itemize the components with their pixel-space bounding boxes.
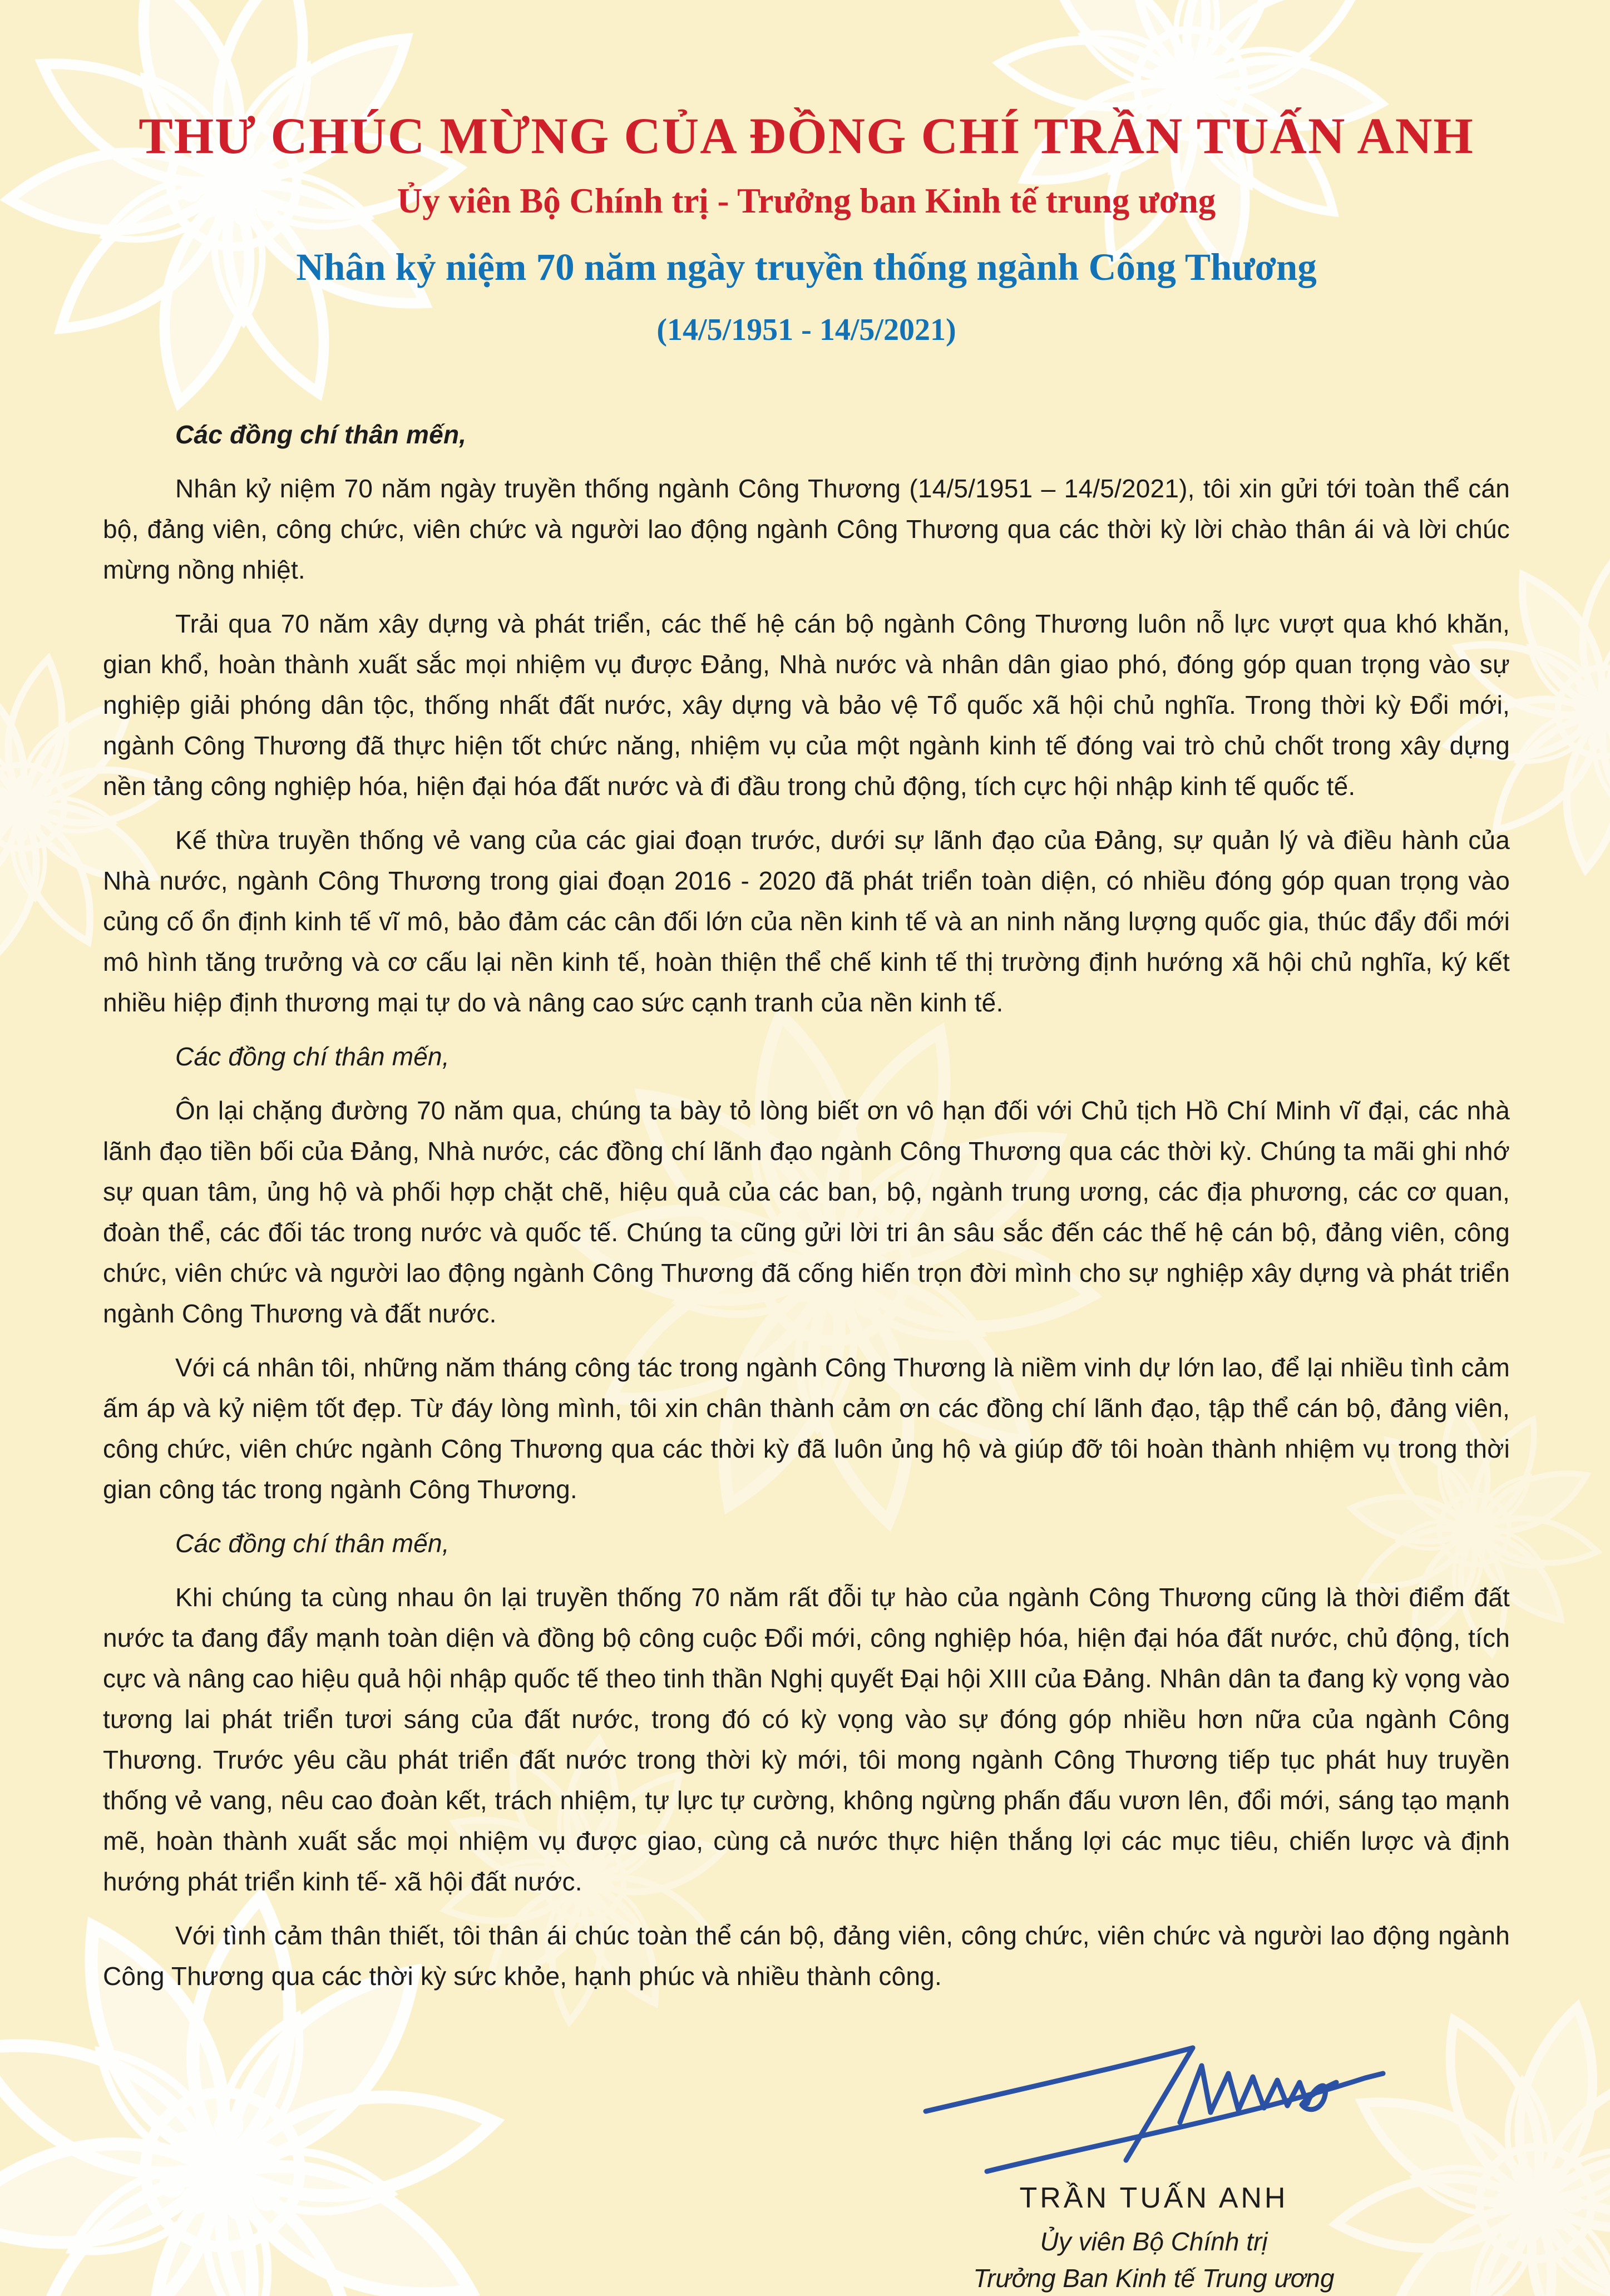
signer-role-1: Ủy viên Bộ Chính trị [1040,2227,1268,2257]
anniversary-date-range: (14/5/1951 - 14/5/2021) [656,313,956,348]
signer-name: TRẦN TUẤN ANH [1019,2182,1288,2215]
letter-paragraph: Nhân kỷ niệm 70 năm ngày truyền thống ngành Công Thương (14/5/1951 – 14/5/2021), tôi xin gửi tới toàn thể cán bộ, đảng viên, công chức, viên chức và người lao động ngành Công Thương qua các thời kỳ lời chào thân ái và lời chúc mừng nồng nhiệt. [103,474,1510,585]
letter-body [103,414,1510,1997]
salutation: Các đồng chí thân mến, [175,1529,450,1558]
letter-paragraph: Kế thừa truyền thống vẻ vang của các giai đoạn trước, dưới sự lãnh đạo của Đảng, sự quản lý và điều hành của Nhà nước, ngành Công Thương trong giai đoạn 2016 - 2020 đã phát triển toàn diện, có nhiều đóng góp quan trọng vào củng cố ổn định kinh tế vĩ mô, bảo đảm các cân đối lớn của nền kinh tế và an ninh năng lượng quốc gia, thúc đẩy đổi mới mô hình tăng trưởng và cơ cấu lại nền kinh tế, hoàn thiện thể chế kinh tế thị trường định hướng xã hội chủ nghĩa, ký kết nhiều hiệp định thương mại tự do và nâng cao sức cạnh tranh của nền kinh tế. [103,826,1510,1018]
signature-scribble-icon [903,2011,1404,2178]
letter-paragraph: Ôn lại chặng đường 70 năm qua, chúng ta bày tỏ lòng biết ơn vô hạn đối với Chủ tịch Hồ Chí Minh vĩ đại, các nhà lãnh đạo tiền bối của Đảng, Nhà nước, các đồng chí lãnh đạo ngành Công Thương qua các thời kỳ. Chúng ta mãi ghi nhớ sự quan tâm, ủng hộ và phối hợp chặt chẽ, hiệu quả của các ban, bộ, ngành trung ương, các địa phương, các cơ quan, đoàn thể, các đối tác trong nước và quốc tế. Chúng ta cũng gửi lời tri ân sâu sắc đến các thế hệ cán bộ, đảng viên, công chức, viên chức và người lao động ngành Công Thương đã cống hiến trọn đời mình cho sự nghiệp xây dựng và phát triển ngành Công Thương và đất nước. [103,1096,1510,1329]
letter-paragraph: Khi chúng ta cùng nhau ôn lại truyền thống 70 năm rất đỗi tự hào của ngành Công Thương cũng là thời điểm đất nước ta đang đẩy mạnh toàn diện và đồng bộ công cuộc Đổi mới, công nghiệp hóa, hiện đại hóa đất nước, chủ động, tích cực và nâng cao hiệu quả hội nhập quốc tế theo tinh thần Nghị quyết Đại hội XIII của Đảng. Nhân dân ta đang kỳ vọng vào tương lai phát triển tươi sáng của đất nước, trong đó có kỳ vọng vào sự đóng góp nhiều hơn nữa của ngành Công Thương. Trước yêu cầu phát triển đất nước trong thời kỳ mới, tôi mong ngành Công Thương tiếp tục phát huy truyền thống vẻ vang, nêu cao đoàn kết, trách nhiệm, tự lực tự cường, không ngừng phấn đấu vươn lên, đổi mới, sáng tạo mạnh mẽ, hoàn thành xuất sắc mọi nhiệm vụ được giao, cùng cả nước thực hiện thắng lợi các mục tiêu, chiến lược và định hướng phát triển kinh tế- xã hội đất nước. [103,1583,1510,1897]
letter-paragraph: Với tình cảm thân thiết, tôi thân ái chúc toàn thể cán bộ, đảng viên, công chức, viên chức và người lao động ngành Công Thương qua các thời kỳ sức khỏe, hạnh phúc và nhiều thành công. [103,1921,1510,1991]
salutation: Các đồng chí thân mến, [175,1042,450,1072]
letter-paragraph: Trải qua 70 năm xây dựng và phát triển, các thế hệ cán bộ ngành Công Thương luôn nỗ lực vượt qua khó khăn, gian khổ, hoàn thành xuất sắc mọi nhiệm vụ được Đảng, Nhà nước và nhân dân giao phó, đóng góp quan trọng vào sự nghiệp giải phóng dân tộc, thống nhất đất nước, xây dựng và bảo vệ Tổ quốc xã hội chủ nghĩa. Trong thời kỳ Đổi mới, ngành Công Thương đã thực hiện tốt chức năng, nhiệm vụ của một ngành kinh tế đóng vai trò chủ chốt trong xây dựng nền tảng công nghiệp hóa, hiện đại hóa đất nước và đi đầu trong chủ động, tích cực hội nhập kinh tế quốc tế. [103,609,1510,801]
signer-role-2: Trưởng Ban Kinh tế Trung ương [973,2264,1335,2293]
sender-position-line: Ủy viên Bộ Chính trị - Trưởng ban Kinh tế trung ương [397,181,1216,220]
letter-paragraph: Với cá nhân tôi, những năm tháng công tác trong ngành Công Thương là niềm vinh dự lớn lao, để lại nhiều tình cảm ấm áp và kỷ niệm tốt đẹp. Từ đáy lòng mình, tôi xin chân thành cảm ơn các đồng chí lãnh đạo, tập thể cán bộ, đảng viên, công chức, viên chức ngành Công Thương qua các thời kỳ đã luôn ủng hộ và giúp đỡ tôi hoàn thành nhiệm vụ trong thời gian công tác trong ngành Công Thương. [103,1353,1510,1504]
letter-header [103,107,1510,349]
letter-content [103,107,1510,2296]
signature-block [881,2011,1426,2296]
letter-title: THƯ CHÚC MỪNG CỦA ĐỒNG CHÍ TRẦN TUẤN ANH [139,107,1474,164]
salutation: Các đồng chí thân mến, [175,420,467,450]
occasion-line: Nhân kỷ niệm 70 năm ngày truyền thống ngành Công Thương [296,246,1317,289]
